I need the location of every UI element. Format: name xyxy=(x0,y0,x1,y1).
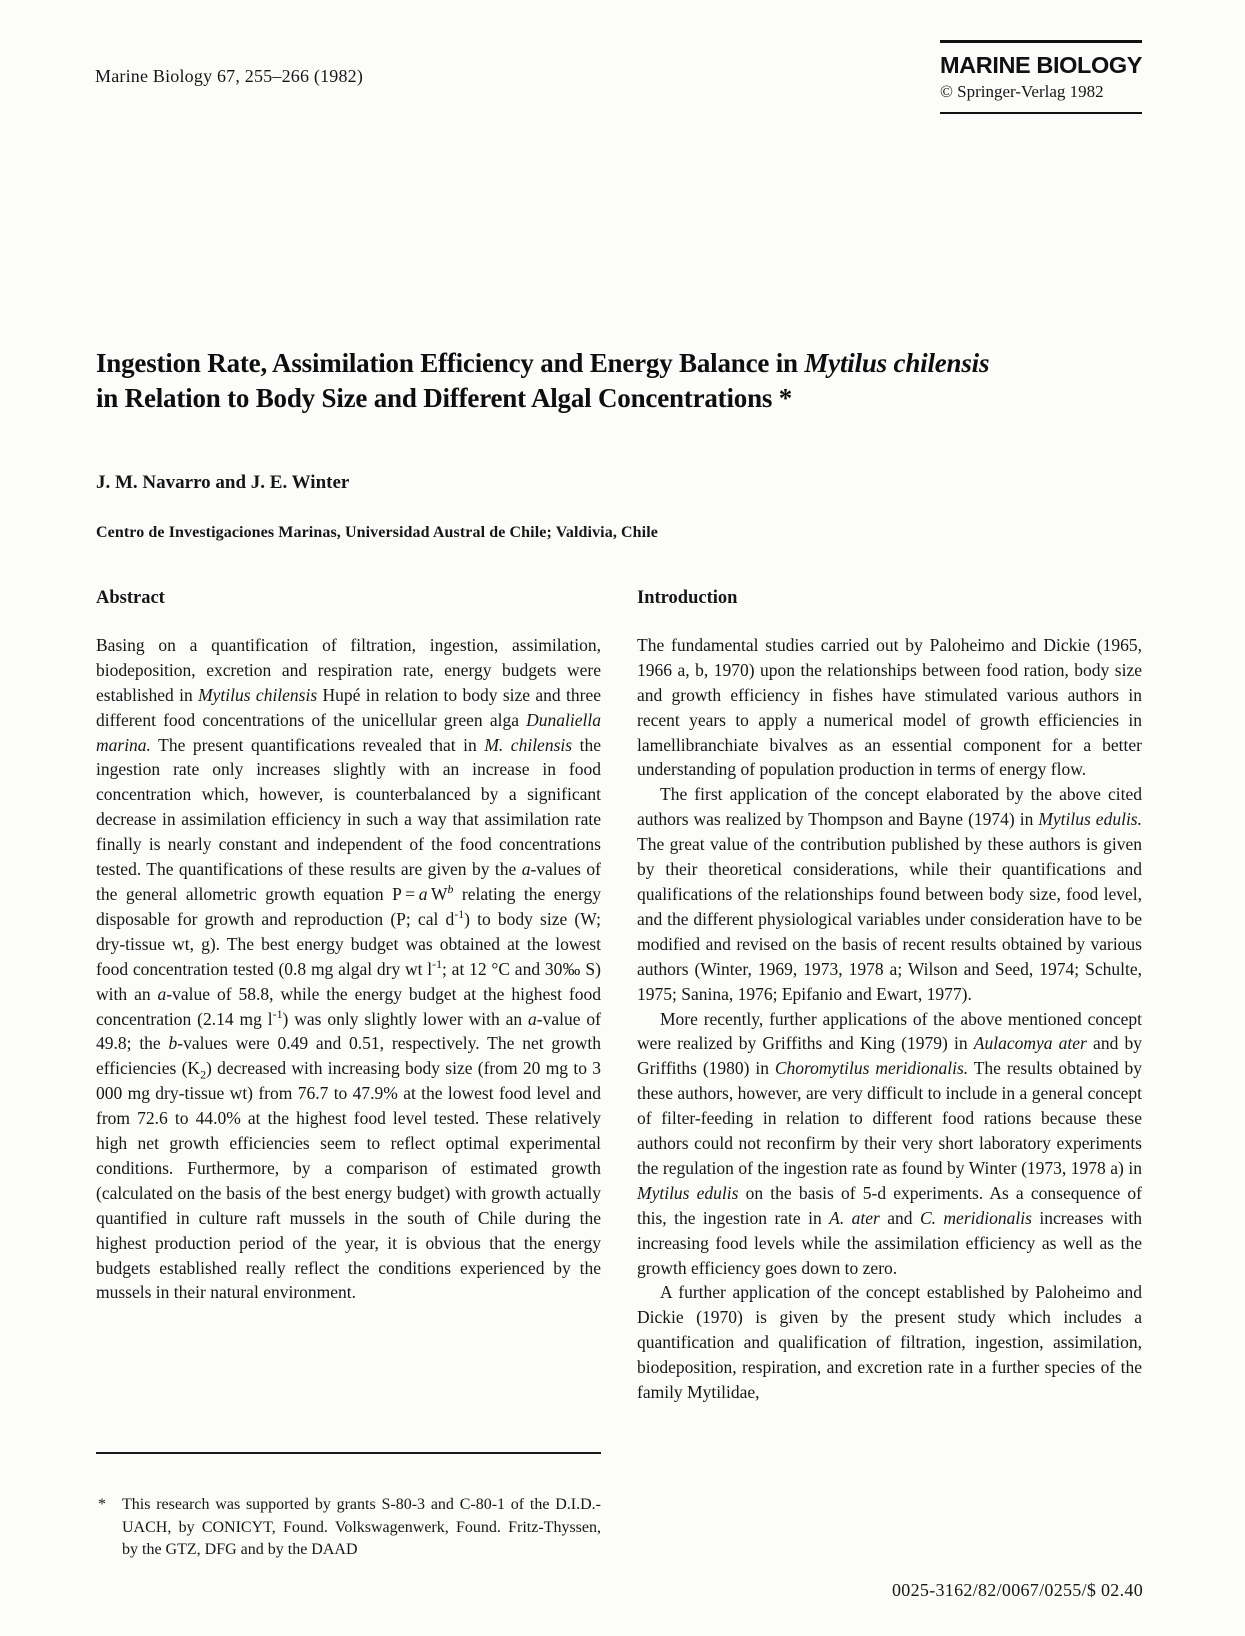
footnote-asterisk: * xyxy=(98,1496,106,1513)
footnote-text: This research was supported by grants S-80-3 and C-80-1 of the D.I.D.-UACH, by CONICYT, Found. Volkswagenwerk, Found. Fritz-Thyssen, by the GTZ, DFG and by the DAAD xyxy=(122,1496,601,1558)
journal-citation: Marine Biology 67, 255–266 (1982) xyxy=(95,66,364,86)
masthead-copyright: © Springer-Verlag 1982 xyxy=(940,82,1104,101)
introduction-heading: Introduction xyxy=(637,588,738,608)
article-title: Ingestion Rate, Assimilation Efficiency and Energy Balance in Mytilus chilensis in Relation to Body Size and Different Algal Concentrations * xyxy=(96,348,990,413)
introduction-paragraph-4: A further application of the concept established by Paloheimo and Dickie (1970) is given by the present study which includes a quantification and qualification of filtration, ingestion, assimilation, biodeposition, respiration, and excretion rate in a further species of the family Mytilidae, xyxy=(637,1282,1142,1403)
abstract-heading: Abstract xyxy=(96,588,165,608)
masthead-top-rule xyxy=(940,40,1142,43)
article-authors: J. M. Navarro and J. E. Winter xyxy=(96,472,350,493)
abstract-column xyxy=(96,586,601,1305)
article-affiliation: Centro de Investigaciones Marinas, Universidad Austral de Chile; Valdivia, Chile xyxy=(96,524,658,541)
article-fee-code: 0025-3162/82/0067/0255/$ 02.40 xyxy=(892,1580,1143,1600)
title-footnote xyxy=(96,1452,601,1562)
introduction-paragraph-3: More recently, further applications of the above mentioned concept were realized by Griffiths and King (1979) in Aulacomya ater and by Griffiths (1980) in Choromytilus meridionalis. The results obtained by these authors, however, are very difficult to include in a general concept of filter-feeding in relation to different food rations because these authors could not reconfirm by their very short laboratory experiments the regulation of the ingestion rate as found by Winter (1973, 1978 a) in Mytilus edulis on the basis of 5-d experiments. As a consequence of this, the ingestion rate in A. ater and C. meridionalis increases with increasing food levels while the assimilation efficiency as well as the growth efficiency goes down to zero. xyxy=(637,1008,1143,1278)
introduction-column xyxy=(637,586,1142,1405)
footnote-rule xyxy=(96,1452,601,1454)
abstract-body: Basing on a quantification of filtration, ingestion, assimilation, biodeposition, excretion and respiration rate, energy budgets were established in Mytilus chilensis Hupé in relation to body size and three different food concentrations of the unicellular green alga Dunaliella marina. The present quantifications revealed that in M. chilensis the ingestion rate only increases slightly with an increase in food concentration which, however, is counterbalanced by a significant decrease in assimilation efficiency in such a way that assimilation rate finally is nearly constant and independent of the food concentrations tested. The quantifications of these results are given by the a-values of the general allometric growth equation P = a $W^b$ relating the energy disposable for growth and reproduction (P; cal $d^{-1}$) to body size (W; dry-tissue wt, g). The best energy budget was obtained at the lowest food concentration tested (0.8 mg algal dry wt $l^{-1}$; at 12 °C and 30‰ S) with an a-value of 58.8, while the energy budget at the highest food concentration (2.14 mg $l^{-1}$) was only slightly lower with an a-value of 49.8; the b-values were 0.49 and 0.51, respectively. The net growth efficiencies $(K_2)$ decreased with increasing body size (from 20 mg to 3 000 mg dry-tissue wt) from 76.7 to 47.9% at the lowest food level and from 72.6 to 44.0% at the highest food level tested. These relatively high net growth efficiencies seem to reflect optimal experimental conditions. Furthermore, by a comparison of estimated growth (calculated on the basis of the best energy budget) with growth actually quantified in culture raft mussels in the south of Chile during the highest production period of the year, it is obvious that the energy budgets established really reflect the conditions experienced by the mussels in their natural environment. xyxy=(96,634,602,1303)
footnote-text-block xyxy=(96,1494,601,1562)
introduction-paragraph-2: The first application of the concept elaborated by the above cited authors was realized by Thompson and Bayne (1974) in Mytilus edulis. The great value of the contribution published by these authors is given by their theoretical considerations, while their quantifications and qualifications of the relationships found between body size, food level, and the different physiological variables under consideration have to be modified and revised on the basis of recent results obtained by various authors (Winter, 1969, 1973, 1978 a; Wilson and Seed, 1974; Schulte, 1975; Sanina, 1976; Epifanio and Ewart, 1977). xyxy=(637,784,1142,1004)
journal-masthead xyxy=(940,40,1142,114)
introduction-paragraph-1: The fundamental studies carried out by Paloheimo and Dickie (1965, 1966 a, b, 1970) upon the relationships between food ration, body size and growth efficiency in fishes have stimulated various authors in recent years to apply a numerical model of growth efficiencies in lamellibranchiate bivalves as an essential component for a better understanding of population production in terms of energy flow. xyxy=(637,634,1142,780)
masthead-bottom-rule xyxy=(940,112,1142,114)
masthead-journal-name: MARINE BIOLOGY xyxy=(940,52,1142,78)
